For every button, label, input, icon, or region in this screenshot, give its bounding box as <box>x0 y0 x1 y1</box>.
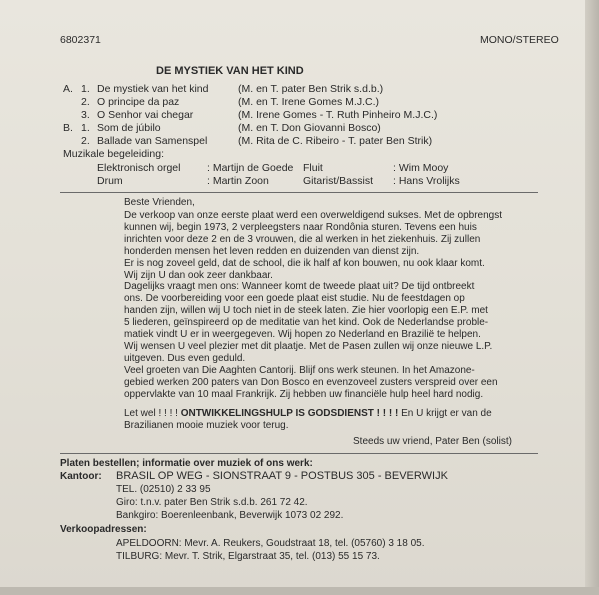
letter-line: oppervlakte van 10 maal Frankrijk. Zij hebben uw financiële hulp heel hard nodig. <box>124 388 484 400</box>
letter-line: kunnen wij, begin 1973, 2 verpleegsters naar Rondônia sturen. Tevens een huis <box>124 221 477 233</box>
track-credit: (M. en T. pater Ben Strik s.d.b.) <box>238 83 384 95</box>
side-label: B. <box>63 122 73 134</box>
musician-role: Elektronisch orgel <box>97 162 181 174</box>
catalog-number: 6802371 <box>60 34 101 46</box>
track-number: 1. <box>81 83 90 95</box>
letter-line: inrichten voor deze 2 en de 3 vrouwen, die al werken in het ziekenhuis. Zij zullen <box>124 233 481 245</box>
letter-line: handen zijn, willen wij U toch niet in de steek laten. Zie hier voorlopig een E.P. met <box>124 305 488 317</box>
office-address: BRASIL OP WEG - SIONSTRAAT 9 - POSTBUS 305 - BEVERWIJK <box>116 470 448 482</box>
track-title: Som de júbilo <box>97 122 161 134</box>
musician-name: : Martin Zoon <box>207 175 269 187</box>
musician-role: Drum <box>97 175 123 187</box>
track-credit: (M. en T. Irene Gomes M.J.C.) <box>238 96 380 108</box>
letter-line: honderden mensen het leven redden en duizenden van dienst zijn. <box>124 245 420 257</box>
track-title: O Senhor vai chegar <box>97 109 194 121</box>
letter-line: De verkoop van onze eerste plaat werd een overweldigend sukses. Met de opbrengst <box>124 210 503 221</box>
closing-slogan: ONTWIKKELINGSHULP IS GODSDIENST ! ! ! ! <box>180 408 399 419</box>
musician-role: Gitarist/Bassist <box>303 175 374 187</box>
letter-line: 5 liederen, geïnspireerd op de meditatie van het kind. Ook de Nederlandse proble- <box>124 317 489 329</box>
sleeve-edge-bottom <box>0 587 599 595</box>
musician-name: : Martijn de Goede <box>207 162 294 174</box>
giro-account: Giro: t.n.v. pater Ben Strik s.d.b. 261 72 42. <box>116 497 308 508</box>
sales-address: APELDOORN: Mevr. A. Reukers, Goudstraat 18, tel. (05760) 3 18 05. <box>116 538 425 549</box>
track-number: 2. <box>81 135 90 147</box>
letter-line: uitgeven. Dus even geduld. <box>124 352 246 364</box>
track-number: 2. <box>81 96 90 108</box>
divider-top <box>60 192 538 193</box>
track-title: De mystiek van het kind <box>97 83 209 95</box>
letter-line: matiek vindt U er in weergegeven. Wij hopen zo Nederland en Brazilië te helpen. <box>124 329 481 341</box>
letter-line: ons. De voorbereiding voor een goede plaat eist studie. Nu de feestdagen op <box>124 293 465 305</box>
closing-line <box>124 408 492 420</box>
letter-line: Dagelijks vraagt men ons: Wanneer komt de tweede plaat uit? De tijd ontbreekt <box>124 281 475 293</box>
sales-address: TILBURG: Mevr. T. Strik, Elgarstraat 35, tel. (013) 55 15 73. <box>116 551 380 562</box>
signature: Steeds uw vriend, Pater Ben (solist) <box>353 436 512 447</box>
office-label: Kantoor: <box>60 471 102 482</box>
track-credit: (M. Irene Gomes - T. Ruth Pinheiro M.J.C.) <box>238 109 438 121</box>
letter-line: Er is nog zoveel geld, dat de school, die ik half af kon bouwen, nu ook klaar komt. <box>124 257 485 269</box>
letter-greeting: Beste Vrienden, <box>124 197 195 208</box>
letter-line: Veel groeten van Die Aaghten Cantorij. Blijf ons werk steunen. In het Amazone- <box>124 364 475 376</box>
musician-name: : Wim Mooy <box>393 162 449 174</box>
divider-bottom <box>60 453 538 454</box>
track-title: Ballade van Samenspel <box>97 135 208 147</box>
letter-line: gebied werken 200 paters van Don Bosco en evenzoveel zusters verspreid over een <box>124 376 498 388</box>
closing-post: En U krijgt er van de <box>401 408 492 419</box>
format-label: MONO/STEREO <box>480 34 559 46</box>
closing-pre: Let wel ! ! ! ! <box>124 408 178 419</box>
side-label: A. <box>63 83 73 95</box>
closing-line-2: Brazilianen mooie muziek voor terug. <box>124 420 289 431</box>
sleeve-edge <box>585 0 599 595</box>
musician-name: : Hans Vrolijks <box>393 175 460 187</box>
track-credit: (M. en T. Don Giovanni Bosco) <box>238 122 381 134</box>
office-phone: TEL. (02510) 2 33 95 <box>116 484 211 495</box>
sales-heading: Verkoopadressen: <box>60 524 147 535</box>
track-number: 1. <box>81 122 90 134</box>
letter-line: Wij wensen U veel plezier met dit plaatje. Met de Pasen zullen wij onze nieuwe L.P. <box>124 340 493 352</box>
track-title: O principe da paz <box>97 96 180 108</box>
order-heading: Platen bestellen; informatie over muziek of ons werk: <box>60 458 313 469</box>
track-credit: (M. Rita de C. Ribeiro - T. pater Ben Strik) <box>238 135 433 147</box>
track-number: 3. <box>81 109 90 121</box>
bank-account: Bankgiro: Boerenleenbank, Beverwijk 1073 02 292. <box>116 510 344 521</box>
letter-body <box>124 210 536 401</box>
musician-role: Fluit <box>303 162 323 174</box>
letter-line: Wij zijn U dan ook zeer dankbaar. <box>124 269 273 281</box>
album-title: DE MYSTIEK VAN HET KIND <box>156 65 304 77</box>
accompaniment-heading: Muzikale begeleiding: <box>63 148 164 160</box>
